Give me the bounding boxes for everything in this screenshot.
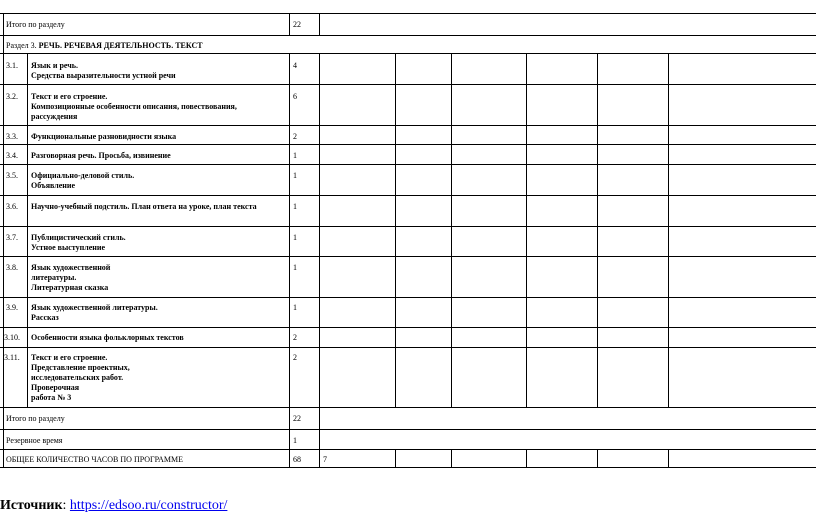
row-hours: 6 <box>293 92 297 101</box>
section-total-hours: 22 <box>293 20 301 29</box>
row-topic: Особенности языка фольклорных текстов <box>31 333 184 342</box>
row-number: 3.2. <box>6 92 18 101</box>
section-heading <box>6 41 203 51</box>
section-title: РЕЧЬ. РЕЧЕВАЯ ДЕЯТЕЛЬНОСТЬ. ТЕКСТ <box>38 41 203 50</box>
grand-total-hours: 68 <box>293 455 301 464</box>
row-hours: 1 <box>293 303 297 312</box>
row-topic: Язык и речь. Средства выразительности устной речи <box>31 61 176 80</box>
row-number: 3.11. <box>4 353 20 362</box>
row-topic: Публицистический стиль. Устное выступление <box>31 233 126 252</box>
row-topic: Текст и его строение. Представление проектных, исследовательских работ. Проверочная работа № 3 <box>31 353 130 402</box>
source-link[interactable]: https://edsoo.ru/constructor/ <box>69 498 228 513</box>
source-separator: : <box>62 498 70 513</box>
row-number: 3.5. <box>6 171 18 180</box>
row-number: 3.9. <box>6 303 18 312</box>
row-topic: Язык художественной литературы. Рассказ <box>31 303 158 322</box>
row-number: 3.4. <box>6 151 18 160</box>
row-topic: Текст и его строение. Композиционные особенности описания, повествования, рассуждения <box>31 92 237 121</box>
row-number: 3.3. <box>6 132 18 141</box>
source-line <box>0 497 227 515</box>
row-hours: 1 <box>293 233 297 242</box>
row-hours: 4 <box>293 61 297 70</box>
row-topic: Разговорная речь. Просьба, извинение <box>31 151 171 160</box>
reserve-time-hours: 1 <box>293 436 297 445</box>
reserve-time-label: Резервное время <box>6 436 63 445</box>
thematic-plan-table <box>0 13 816 471</box>
row-hours: 2 <box>293 333 297 342</box>
section-prefix: Раздел 3. <box>6 41 39 50</box>
row-number: 3.8. <box>6 263 18 272</box>
section-total-label: Итого по разделу <box>6 20 65 29</box>
row-topic: Научно-учебный подстиль. План ответа на уроке, план текста <box>31 202 257 211</box>
row-hours: 2 <box>293 353 297 362</box>
row-topic: Официально-деловой стиль. Объявление <box>31 171 135 190</box>
row-topic: Язык художественной литературы. Литературная сказка <box>31 263 111 292</box>
row-number: 3.7. <box>6 233 18 242</box>
row-number: 3.6. <box>6 202 18 211</box>
row-hours: 2 <box>293 132 297 141</box>
row-topic: Функциональные разновидности языка <box>31 132 177 141</box>
row-hours: 1 <box>293 171 297 180</box>
row-hours: 1 <box>293 151 297 160</box>
section-total-hours: 22 <box>293 414 301 423</box>
grand-total-control-works: 7 <box>323 455 327 464</box>
source-label: Источник <box>0 498 63 513</box>
section-total-label: Итого по разделу <box>6 414 65 423</box>
grand-total-label: ОБЩЕЕ КОЛИЧЕСТВО ЧАСОВ ПО ПРОГРАММЕ <box>6 455 183 464</box>
row-number: 3.10. <box>4 333 20 342</box>
row-hours: 1 <box>293 202 297 211</box>
row-number: 3.1. <box>6 61 18 70</box>
row-hours: 1 <box>293 263 297 272</box>
